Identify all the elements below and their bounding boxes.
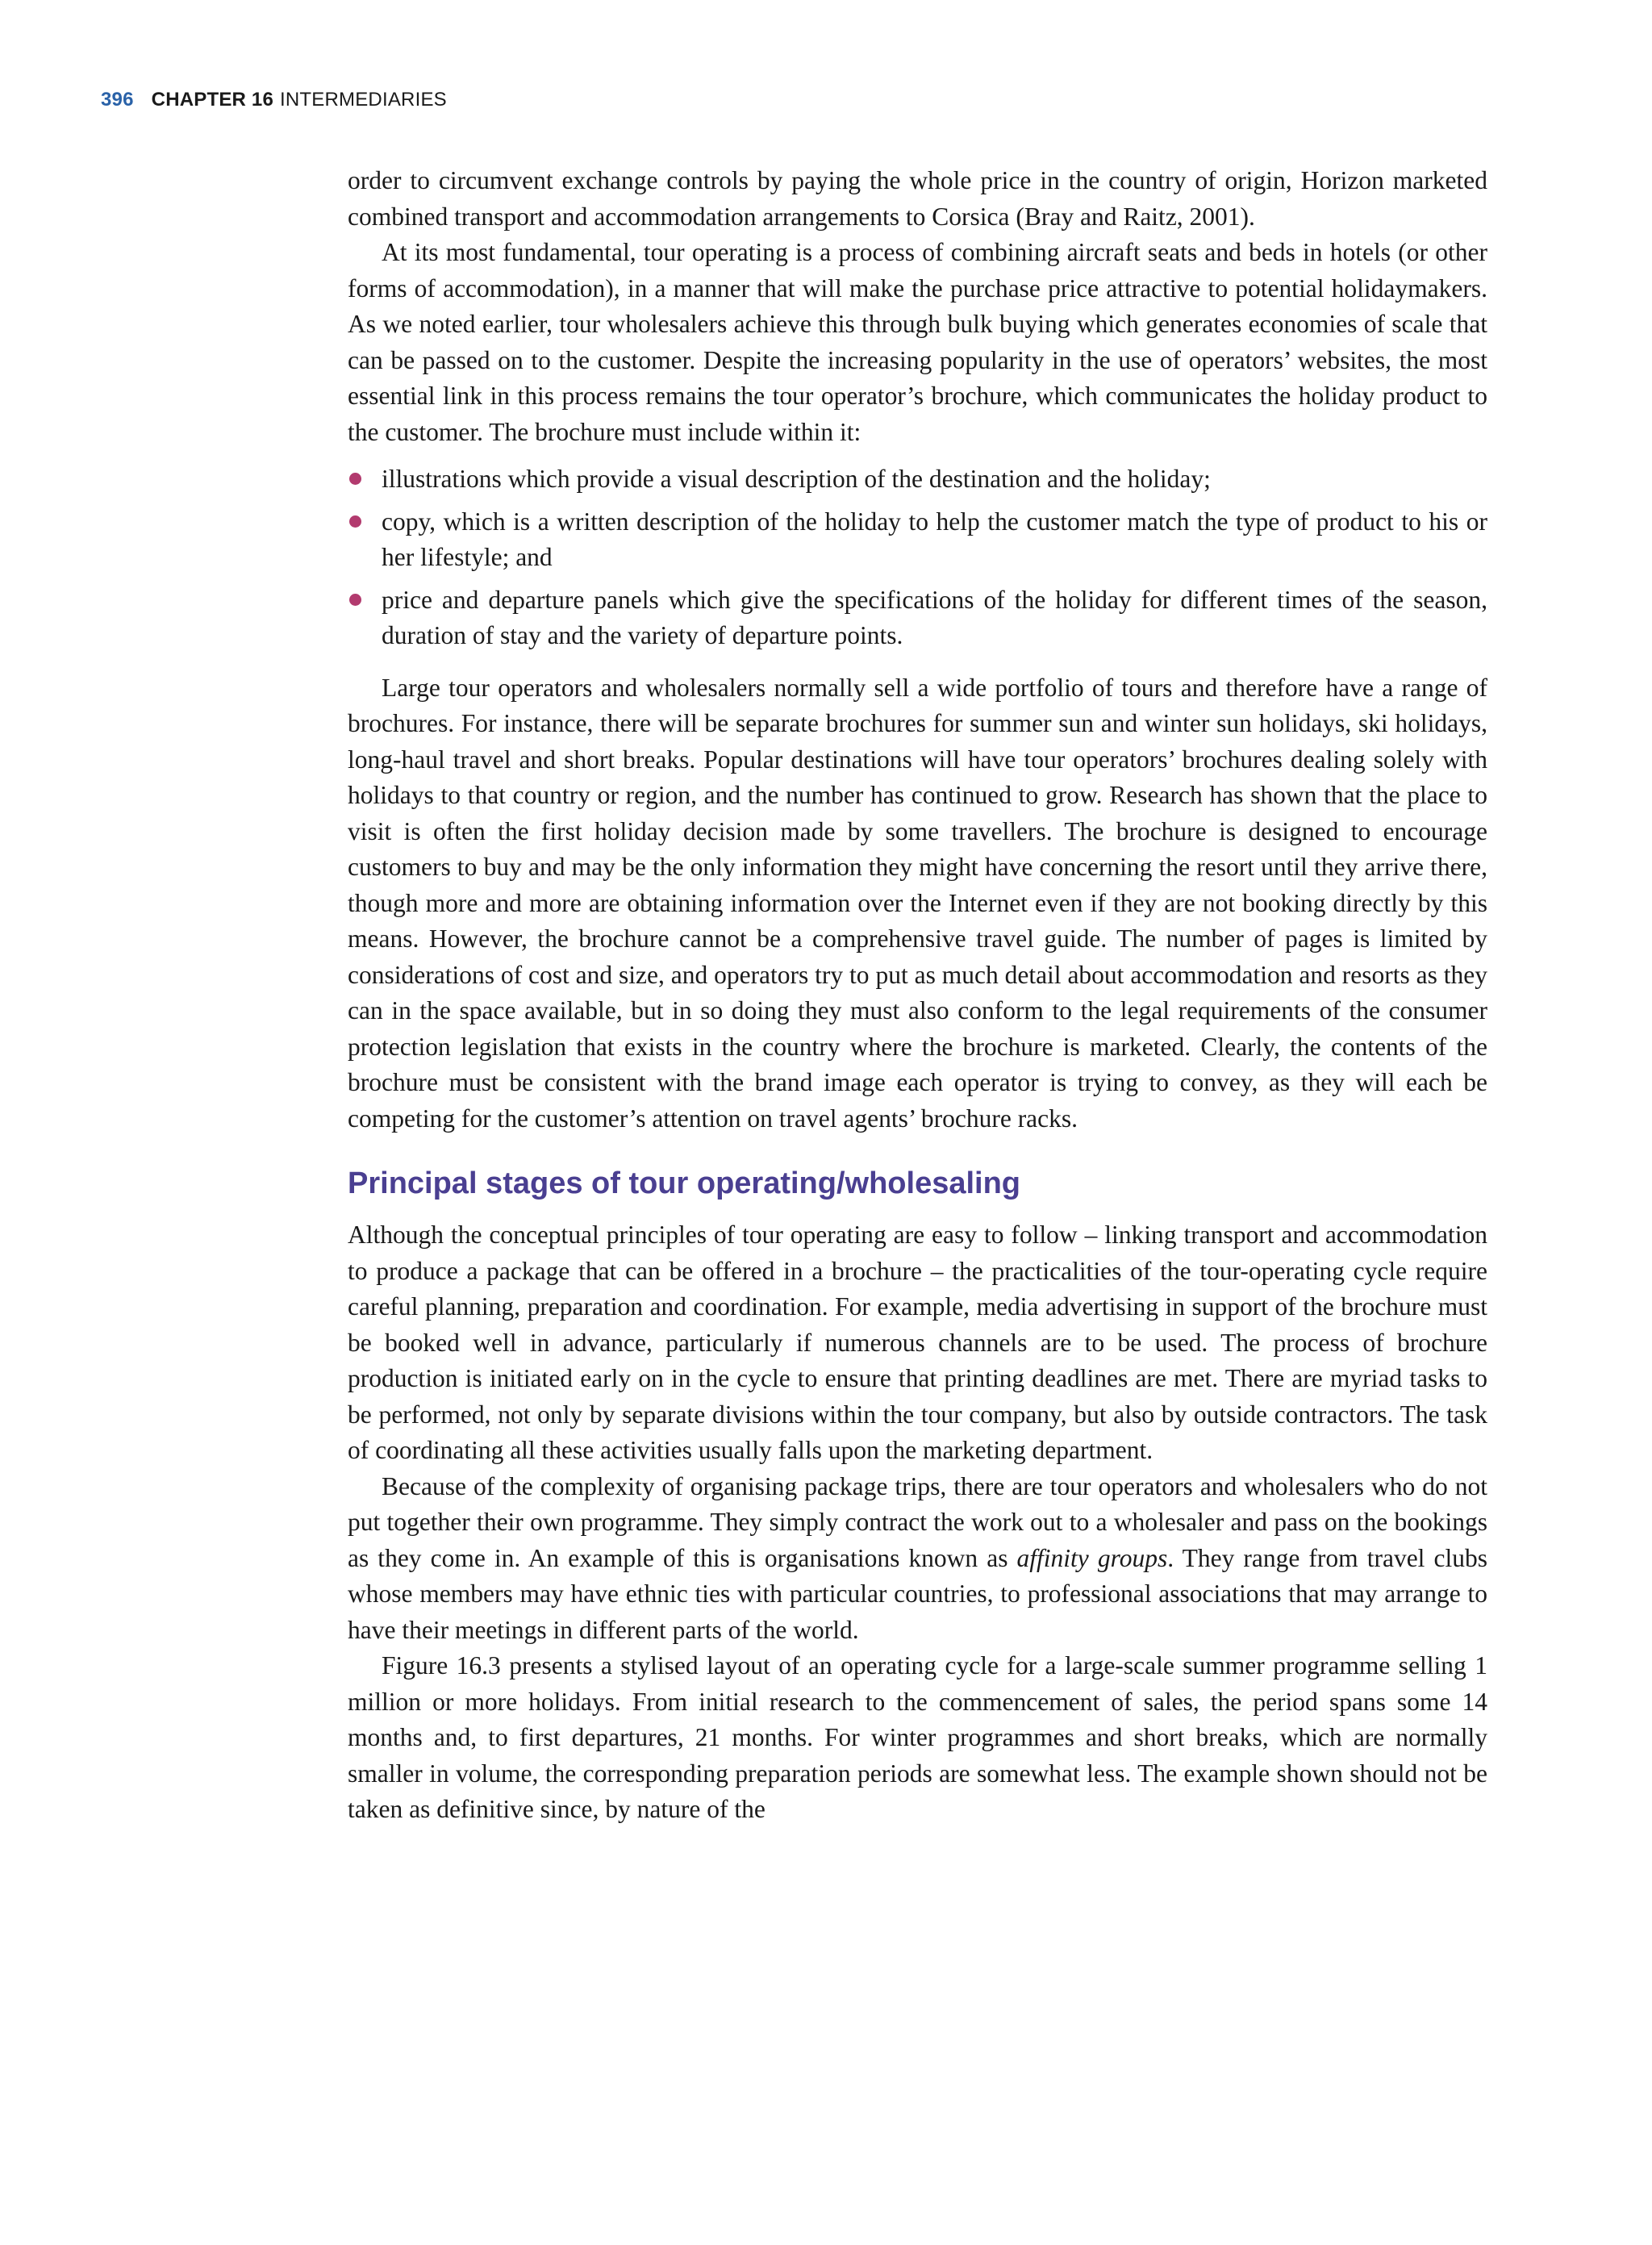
running-head (101, 89, 447, 111)
list-item-text: price and departure panels which give the specifications of the holiday for different times of the season, duration of stay and the variety of departure points. (382, 585, 1487, 649)
paragraph-continuation: order to circumvent exchange controls by paying the whole price in the country of origin, Horizon marketed combined transport and accommodation arrangements to Corsica (Bray and Raitz, 2001). (348, 166, 1487, 231)
italic-term: affinity groups (1016, 1543, 1168, 1572)
page-number: 396 (101, 89, 134, 111)
list-item (348, 504, 1487, 576)
section-heading: Principal stages of tour operating/wholesaling (348, 1166, 1021, 1200)
body-text (348, 163, 1487, 1828)
list-item-text: illustrations which provide a visual description of the destination and the holiday; (382, 465, 1211, 493)
list-item (348, 461, 1487, 498)
paragraph-tour-operating-fundamentals: At its most fundamental, tour operating is a process of combining aircraft seats and beds in hotels (or other forms of accommodation), in a manner that will make the purchase price attractive to potential holidaymakers. As we noted earlier, tour wholesalers achieve this through bulk buying which generates economies of scale that can be passed on to the customer. Despite the increasing popularity in the use of operators’ websites, the most essential link in this process remains the tour operator’s brochure, which communicates the holiday product to the customer. The brochure must include within it: (348, 238, 1487, 446)
list-item-text: copy, which is a written description of the holiday to help the customer match the type of product to his or her lifestyle; and (382, 507, 1487, 571)
list-item (348, 582, 1487, 654)
bullet-icon (349, 473, 361, 485)
chapter-title: INTERMEDIARIES (280, 89, 447, 111)
paragraph-text: . They range from travel clubs whose members may have ethnic ties with particular countries, to professional associations that may arrange to have their meetings in different parts of the world. (348, 1543, 1487, 1644)
bullet-icon (349, 594, 361, 606)
brochure-contents-list (348, 461, 1487, 654)
bullet-icon (349, 515, 361, 528)
paragraph-operating-cycle: Although the conceptual principles of tour operating are easy to follow – linking transport and accommodation to produce a package that can be offered in a brochure – the practicalities of the tour-operating cycle require careful planning, preparation and coordination. For example, media advertising in support of the brochure must be booked well in advance, particularly if numerous channels are to be used. The process of brochure production is initiated early on in the cycle to ensure that printing deadlines are met. There are myriad tasks to be performed, not only by separate divisions within the tour company, but also by outside contractors. The task of coordinating all these activities usually falls upon the marketing department. (348, 1221, 1487, 1464)
paragraph-brochure-portfolio: Large tour operators and wholesalers normally sell a wide portfolio of tours and therefore have a range of brochures. For instance, there will be separate brochures for summer sun and winter sun holidays, ski holidays, long-haul travel and short breaks. Popular destinations will have tour operators’ brochures dealing solely with holidays to that country or region, and the number has continued to grow. Research has shown that the place to visit is often the first holiday decision made by some travellers. The brochure is designed to encourage customers to buy and may be the only information they might have concerning the resort until they arrive there, though more and more are obtaining information over the Internet even if they are not booking directly by this means. However, the brochure cannot be a comprehensive travel guide. The number of pages is limited by considerations of cost and size, and operators try to put as much detail about accommodation and resorts as they can in the space available, but in so doing they must also conform to the legal requirements of the consumer protection legislation that exists in the country where the brochure is marketed. Clearly, the contents of the brochure must be consistent with the brand image each operator is trying to convey, as they will each be competing for the customer’s attention on travel agents’ brochure racks. (348, 673, 1487, 1133)
chapter-label: CHAPTER 16 (151, 89, 274, 111)
paragraph-affinity-groups (348, 1469, 1487, 1649)
paragraph-text: Because of the complexity of organising package trips, there are tour operators and wholesalers who do not put together their own programme. They simply contract the work out to a wholesaler and pass on the bookings as they come in. An example of this is organisations known as (348, 1471, 1487, 1572)
paragraph-figure-reference: Figure 16.3 presents a stylised layout of an operating cycle for a large-scale summer programme selling 1 million or more holidays. From initial research to the commencement of sales, the period spans some 14 months and, to first departures, 21 months. For winter programmes and short breaks, which are normally smaller in volume, the corresponding preparation periods are somewhat less. The example shown should not be taken as definitive since, by nature of the (348, 1651, 1487, 1823)
